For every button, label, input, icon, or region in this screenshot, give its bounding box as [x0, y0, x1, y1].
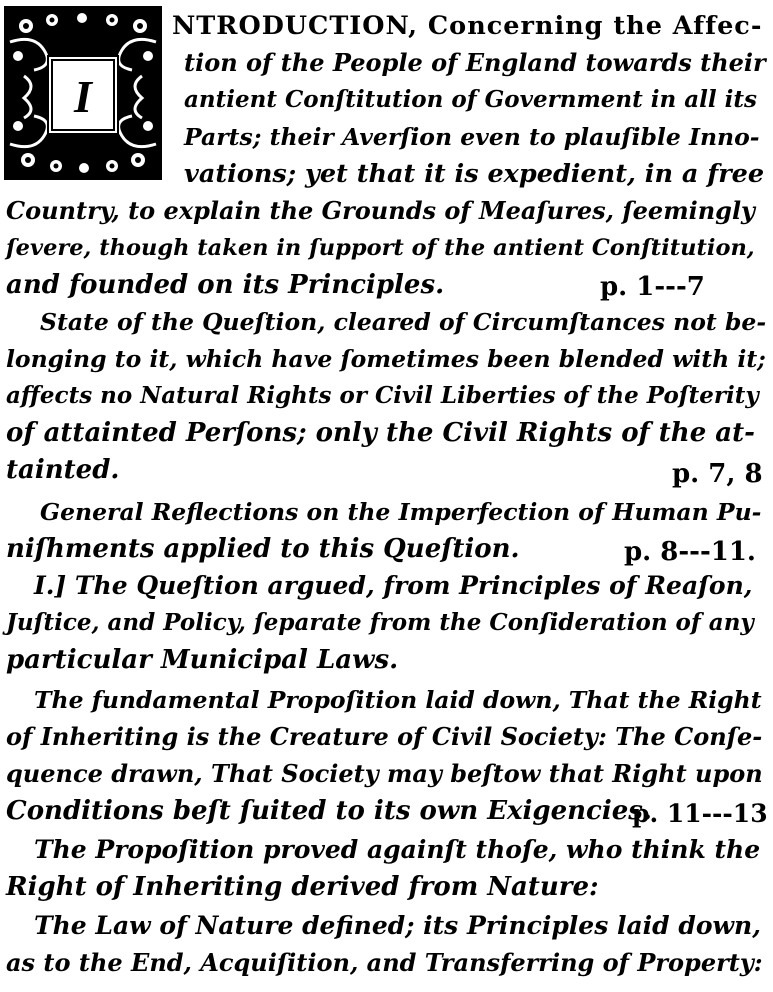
text-line: affects no Natural Rights or Civil Liberties of the Poſterity [6, 382, 759, 409]
text-line: vations; yet that it is expedient, in a free [184, 159, 765, 189]
initial-letter: I [74, 71, 92, 122]
text-line: The Propoſition proved againſt thoſe, who think the [34, 835, 761, 864]
text-line: of attainted Perſons; only the Civil Rights of the at- [6, 418, 755, 448]
text-line: Juſtice, and Policy, ſeparate from the Conſideration of any [6, 609, 754, 636]
text-line: The fundamental Propoſition laid down, That the Right [34, 686, 762, 714]
text-line [172, 10, 762, 42]
text-line: tainted. [6, 455, 120, 485]
text-line: antient Conſtitution of Government in all its [184, 86, 757, 113]
text-line: The Law of Nature defined; its Principles laid down, [34, 911, 761, 940]
text-line: longing to it, which have ſometimes been blended with it; [6, 345, 766, 373]
page-reference: p. 8---11. [624, 537, 756, 567]
text-line: quence drawn, That Society may beſtow that Right upon [6, 759, 763, 788]
text-line: Country, to explain the Grounds of Meaſures, ſeemingly [6, 196, 756, 225]
text-line: ſevere, though taken in ſupport of the antient Conſtitution, [6, 235, 755, 261]
text-line: General Reflections on the Imperfection of Human Pu- [40, 498, 762, 526]
text-line: I.] The Queſtion argued, from Principles of Reaſon, [34, 571, 753, 600]
text-line: niſhments applied to this Queſtion. [6, 534, 520, 564]
text-line: Right of Inheriting derived from Nature: [6, 872, 599, 902]
text-line: State of the Queſtion, cleared of Circumſtances not be- [40, 308, 767, 336]
text-line: Conditions beſt ſuited to its own Exigencies. [6, 796, 652, 826]
page-reference: p. 11---13 [632, 799, 768, 828]
text-line: Parts; their Averſion even to plauſible Inno- [184, 123, 760, 151]
ornament-icon [4, 6, 162, 180]
text-line: of Inheriting is the Creature of Civil Society: The Conſe- [6, 722, 763, 751]
text-line-content: NTRODUCTION, Concerning the Affec- [172, 11, 763, 41]
page-reference: p. 7, 8 [672, 459, 763, 489]
text-line: tion of the People of England towards their [184, 48, 766, 77]
page-reference: p. 1---7 [600, 272, 705, 302]
text-line: and founded on its Principles. [6, 270, 445, 300]
text-line: particular Municipal Laws. [6, 645, 399, 675]
ornamental-initial [4, 6, 162, 180]
text-line: as to the End, Acquiſition, and Transferring of Property: [6, 948, 763, 977]
